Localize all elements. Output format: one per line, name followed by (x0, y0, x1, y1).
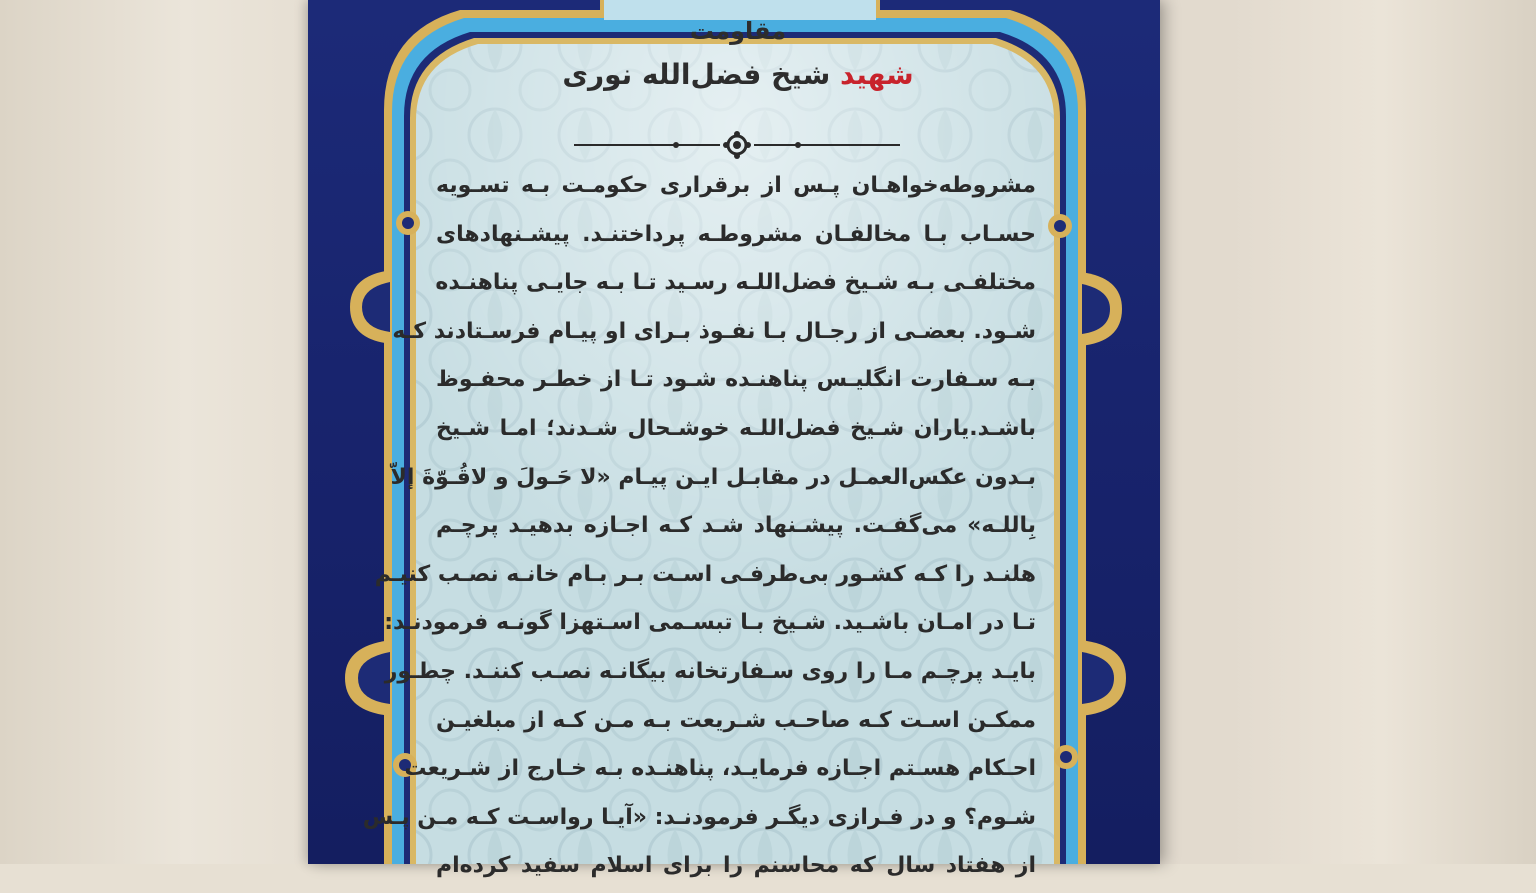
panel-heading (420, 14, 1056, 96)
body-line: هلنـد را کـه کشـور بی‌طرفـی اسـت بـر بـام خانـه نصـب کنیـم (374, 561, 1036, 587)
right-ornament-bottom (1054, 745, 1078, 769)
body-line: شـود. بعضـی از رجـال بـا نفـوذ بـرای او پیـام فرسـتادند کـه (392, 318, 1036, 344)
right-ornament-top (1048, 214, 1072, 238)
body-line: بـدون عکس‌العمـل در مقابـل ایـن پیـام «لا حَـولَ و لاقُـوّةَ إلاّ (390, 464, 1036, 490)
heading-subtitle: مقاومت (689, 17, 787, 45)
body-line: بایـد پرچـم مـا را روی سـفارتخانه بیگانـه نصـب کننـد. چطـور (384, 658, 1036, 684)
body-line: مشروطه‌خواهـان پـس از برقراری حکومـت بـه تسـویه (436, 173, 1036, 198)
body-line: حسـاب بـا مخالفـان مشروطـه پرداختنـد. پیشـنهادهای (436, 221, 1036, 247)
panel-body-text (362, 164, 1036, 879)
heading-title (420, 54, 1056, 96)
body-line: تـا در امـان باشـید. شـیخ بـا تبسـمی اسـتهزا گونـه فرمودنـد: (384, 610, 1036, 636)
right-ornament-mid (1080, 272, 1122, 346)
heading-name: شیخ فضل‌الله نوری (562, 58, 831, 91)
body-line: ممکـن اسـت کـه صاحـب شـریعت بـه مـن کـه از مبلغیـن (436, 707, 1036, 733)
body-line: شـوم؟ و در فـرازی دیگـر فرمودنـد: «آیـا رواسـت کـه مـن پـس (362, 804, 1036, 830)
body-line: احـکام هسـتم اجـازه فرمایـد، پناهنـده بـه خـارج از شـریعت (404, 756, 1036, 782)
body-line: باشـد.یاران شـیخ فضل‌اللـه خوشـحال شـدند؛ امـا شـیخ (436, 415, 1036, 441)
body-line: مختلفـی بـه شـیخ فضل‌اللـه رسـید تـا بـه جایـی پناهنـده (435, 270, 1036, 296)
flower-divider-icon (570, 132, 904, 158)
body-line: بِاللـه» می‌گفـت. پیشـنهاد شـد کـه اجـازه بدهیـد پرچـم (436, 513, 1036, 539)
body-line: از هفتاد سال که محاسنم را برای اسلام سفید کرده‌ام (436, 853, 1036, 879)
left-ornament-mid (350, 270, 392, 344)
left-ornament-top (396, 211, 420, 235)
right-ornament-low (1080, 640, 1126, 716)
heading-red-word: شهید (840, 58, 914, 91)
body-line: بـه سـفارت انگلیـس پناهنـده شـود تـا از خطـر محفـوظ (436, 367, 1036, 393)
